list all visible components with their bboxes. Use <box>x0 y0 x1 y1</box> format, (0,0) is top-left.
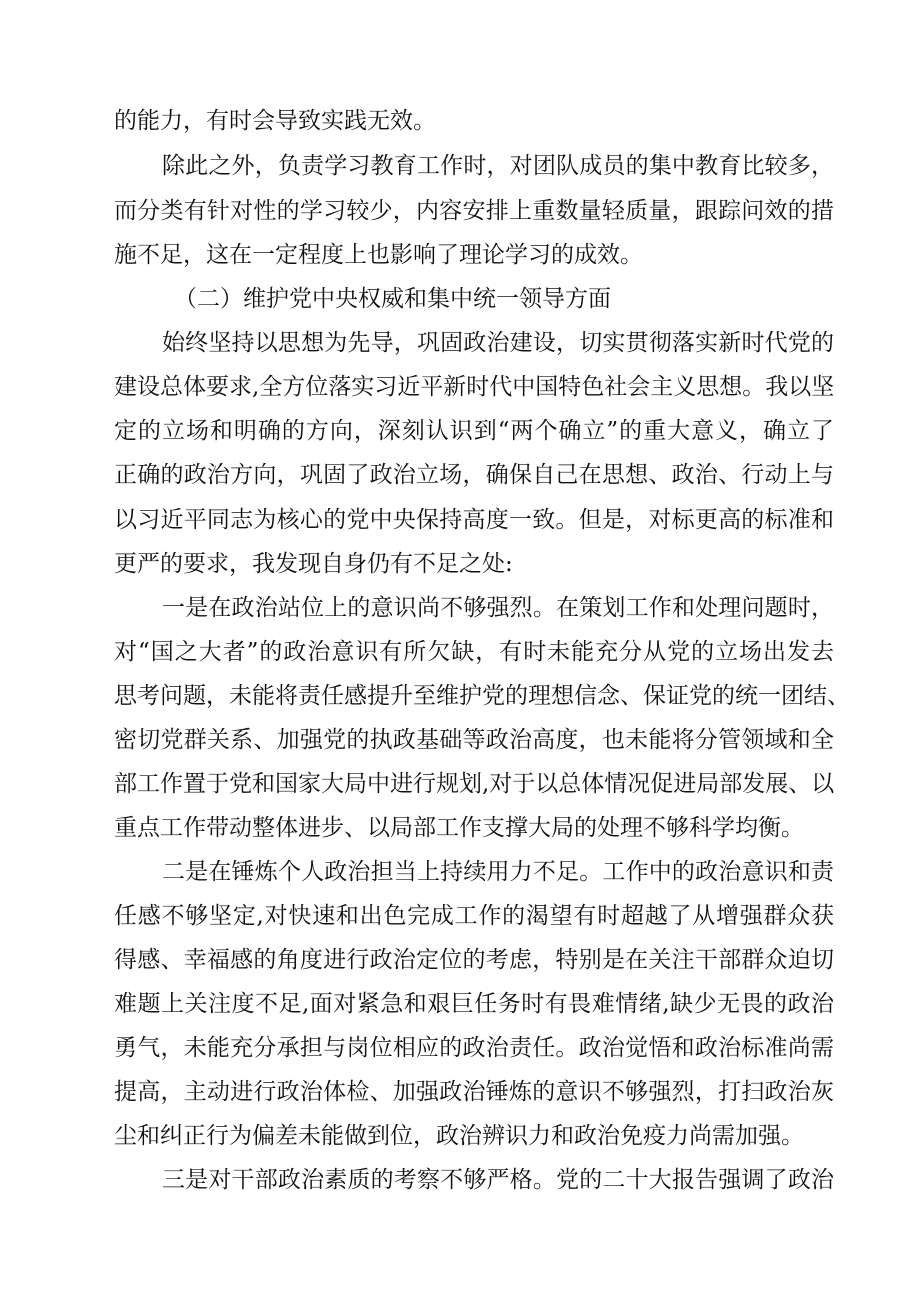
paragraph-line: 二是在锤炼个人政治担当上持续用力不足。工作中的政治意识和责 <box>162 859 834 885</box>
paragraph-line: 而分类有针对性的学习较少，内容安排上重数量轻质量，跟踪问效的措 <box>114 198 834 224</box>
paragraph-line: 以习近平同志为核心的党中央保持高度一致。但是，对标更高的标准和 <box>114 507 834 533</box>
paragraph-line: 勇气，未能充分承担与岗位相应的政治责任。政治觉悟和政治标准尚需 <box>114 1035 834 1061</box>
paragraph-line: 部工作置于党和国家大局中进行规划,对于以总体情况促进局部发展、以 <box>114 771 835 797</box>
paragraph-line: 重点工作带动整体进步、以局部工作支撑大局的处理不够科学均衡。 <box>114 815 804 841</box>
paragraph-line: 正确的政治方向，巩固了政治立场，确保自己在思想、政治、行动上与 <box>114 462 834 488</box>
paragraph-line: 难题上关注度不足,面对紧急和艰巨任务时有畏难情绪,缺少无畏的政治 <box>114 991 834 1017</box>
paragraph-line: 提高，主动进行政治体检、加强政治锤炼的意识不够强烈，打扫政治灰 <box>114 1079 834 1105</box>
paragraph-line: 更严的要求，我发现自身仍有不足之处: <box>114 551 513 577</box>
paragraph-line: 任感不够坚定,对快速和出色完成工作的渴望有时超越了从增强群众获 <box>114 903 834 929</box>
paragraph-line: 尘和纠正行为偏差未能做到位，政治辨识力和政治免疫力尚需加强。 <box>114 1123 804 1149</box>
paragraph-continuation-line: 的能力，有时会导致实践无效。 <box>114 108 436 134</box>
paragraph-line: 三是对干部政治素质的考察不够严格。党的二十大报告强调了政治 <box>162 1167 834 1193</box>
paragraph-line: 得感、幸福感的角度进行政治定位的考虑，特别是在关注干部群众迫切 <box>114 947 834 973</box>
paragraph-line: 思考问题，未能将责任感提升至维护党的理想信念、保证党的统一团结、 <box>114 683 850 709</box>
paragraph-line: 定的立场和明确的方向，深刻认识到“两个确立”的重大意义，确立了 <box>114 418 834 444</box>
paragraph-line: 建设总体要求,全方位落实习近平新时代中国特色社会主义思想。我以坚 <box>114 374 835 400</box>
paragraph-line: 施不足，这在一定程度上也影响了理论学习的成效。 <box>114 242 643 268</box>
paragraph-line: 一是在政治站位上的意识尚不够强烈。在策划工作和处理问题时， <box>162 595 834 621</box>
paragraph-line: 对“国之大者”的政治意识有所欠缺，有时未能充分从党的立场出发去 <box>114 639 834 665</box>
paragraph-line: 始终坚持以思想为先导，巩固政治建设，切实贯彻落实新时代党的 <box>162 330 834 356</box>
paragraph-line: 除此之外，负责学习教育工作时，对团队成员的集中教育比较多， <box>162 153 834 179</box>
paragraph-line: 密切党群关系、加强党的执政基础等政治高度，也未能将分管领域和全 <box>114 727 834 753</box>
section-heading: （二）维护党中央权威和集中统一领导方面 <box>174 286 611 312</box>
